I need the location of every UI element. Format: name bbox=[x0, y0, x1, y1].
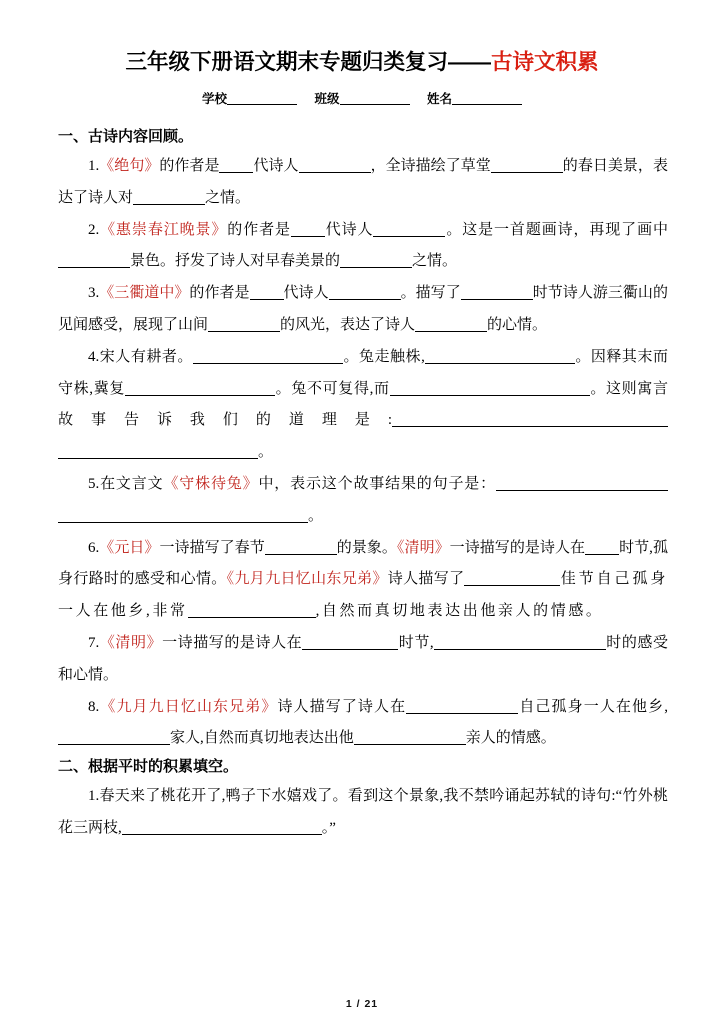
question-text: 时节诗人游三衢山的见闻感受，展现了山间 bbox=[58, 285, 668, 334]
identity-fields-row bbox=[0, 89, 724, 107]
section-heading-2: 二、根据平时的积累填空。 bbox=[58, 758, 239, 776]
question-text: 自己孤身一人在他乡, bbox=[518, 698, 668, 715]
page-footer bbox=[0, 998, 724, 1010]
question-text: 时节, bbox=[398, 635, 434, 651]
answer-blank[interactable] bbox=[58, 506, 308, 523]
question-text: 诗人描写了 bbox=[387, 571, 465, 588]
question-text: ,自然而真切地表达出他亲人的情感。 bbox=[315, 603, 604, 620]
answer-blank[interactable] bbox=[133, 188, 205, 205]
answer-blank[interactable] bbox=[188, 601, 316, 618]
question-item-1 bbox=[58, 151, 668, 215]
question-number: 2. bbox=[88, 221, 100, 238]
question-text: 。因释其末而守株,冀复 bbox=[58, 348, 668, 397]
question-item-6 bbox=[58, 533, 668, 628]
poem-title: 《绝句》 bbox=[99, 158, 160, 175]
question-text: 时节,孤身行路时的感受和心情。 bbox=[58, 539, 668, 588]
question-text: 诗人描写了诗人在 bbox=[277, 698, 407, 715]
question-item-s2-1 bbox=[58, 781, 668, 845]
question-text: 的心情。 bbox=[487, 317, 548, 334]
school-input-blank[interactable] bbox=[227, 104, 297, 105]
question-item-2 bbox=[58, 215, 668, 279]
question-text: 中，表示这个故事结果的句子是： bbox=[258, 476, 496, 493]
poem-title: 《九月九日忆山东兄弟》 bbox=[226, 571, 388, 588]
question-text: 一诗描写的是诗人在 bbox=[162, 635, 303, 651]
section-heading-1: 一、古诗内容回顾。 bbox=[58, 127, 194, 145]
question-text: 之情。 bbox=[205, 189, 251, 206]
question-text: 的作者是 bbox=[159, 158, 220, 175]
poem-title: 《元日》 bbox=[99, 539, 160, 556]
school-label: 学校 bbox=[201, 91, 227, 106]
poem-title: 《三衢道中》 bbox=[99, 285, 190, 302]
question-text: 代诗人 bbox=[253, 158, 299, 175]
question-text: 。描写了 bbox=[400, 285, 461, 302]
answer-blank[interactable] bbox=[302, 633, 398, 650]
question-text: 宋人有耕者。 bbox=[99, 348, 193, 365]
question-text: 的作者是 bbox=[227, 221, 291, 238]
answer-blank[interactable] bbox=[299, 156, 371, 173]
question-text: 。” bbox=[321, 820, 336, 837]
question-text: 。这是一首题画诗，再现了画中 bbox=[445, 221, 668, 238]
question-text: 春天来了桃花开了,鸭子下水嬉戏了。看到这个景象,我不禁吟诵起苏轼的诗句:“竹外桃花三两枝, bbox=[58, 788, 668, 837]
question-number: 4. bbox=[88, 348, 100, 365]
answer-blank[interactable] bbox=[390, 379, 590, 396]
answer-blank[interactable] bbox=[415, 315, 487, 332]
question-text: 的春日美景，表达了诗人对 bbox=[58, 158, 668, 206]
answer-blank[interactable] bbox=[58, 252, 130, 269]
question-text: 的风光，表达了诗人 bbox=[280, 317, 416, 334]
question-text: 家人,自然而真切地表达出他 bbox=[170, 730, 354, 747]
answer-blank[interactable] bbox=[373, 220, 445, 237]
answer-blank[interactable] bbox=[491, 156, 563, 173]
question-text: 时的感受和心情。 bbox=[58, 635, 668, 683]
class-field bbox=[314, 92, 409, 106]
answer-blank[interactable] bbox=[406, 697, 518, 714]
question-text: 之情。 bbox=[412, 253, 458, 270]
answer-blank[interactable] bbox=[58, 729, 170, 746]
name-input-blank[interactable] bbox=[452, 104, 522, 105]
answer-blank[interactable] bbox=[340, 252, 412, 269]
question-number: 1. bbox=[88, 158, 100, 175]
question-text: 的景象。 bbox=[336, 539, 397, 556]
class-input-blank[interactable] bbox=[340, 104, 410, 105]
class-label: 班级 bbox=[314, 91, 340, 106]
question-text: 。 bbox=[308, 507, 324, 524]
question-number: 8. bbox=[88, 698, 100, 715]
question-text: 在文言文 bbox=[99, 476, 164, 493]
question-text: 。兔不可复得,而 bbox=[275, 380, 390, 397]
question-number: 3. bbox=[88, 285, 100, 302]
question-text: 代诗人 bbox=[283, 285, 329, 302]
question-text: 代诗人 bbox=[324, 221, 374, 238]
question-item-7 bbox=[58, 628, 668, 692]
question-item-8 bbox=[58, 692, 668, 756]
question-item-4 bbox=[58, 342, 668, 469]
question-number: 6. bbox=[88, 539, 100, 556]
question-text: 一诗描写的是诗人在 bbox=[449, 539, 586, 556]
poem-title: 《清明》 bbox=[396, 539, 450, 556]
page-title bbox=[0, 0, 724, 76]
question-text: 一诗描写了春节 bbox=[159, 539, 265, 556]
answer-blank[interactable] bbox=[464, 570, 560, 587]
answer-blank[interactable] bbox=[585, 538, 619, 555]
question-text: 的作者是 bbox=[189, 285, 250, 302]
question-item-3 bbox=[58, 278, 668, 342]
answer-blank[interactable] bbox=[354, 729, 466, 746]
answer-blank[interactable] bbox=[219, 156, 253, 173]
answer-blank[interactable] bbox=[434, 633, 606, 650]
question-text: ，全诗描绘了草堂 bbox=[370, 158, 491, 175]
question-number: 1. bbox=[88, 788, 100, 805]
question-text: 佳节自己孤身一人在他乡,非常 bbox=[58, 571, 668, 620]
question-number: 7. bbox=[88, 635, 100, 651]
page-indicator: 1 / 21 bbox=[345, 998, 379, 1010]
question-text: 景色。抒发了诗人对早春美景的 bbox=[130, 253, 341, 270]
answer-blank[interactable] bbox=[208, 315, 280, 332]
answer-blank[interactable] bbox=[193, 347, 343, 364]
question-text: 。这则寓言故事告诉我们的道理是: bbox=[58, 380, 668, 429]
answer-blank[interactable] bbox=[250, 283, 284, 300]
poem-title: 《九月九日忆山东兄弟》 bbox=[99, 698, 278, 715]
poem-title: 《守株待兔》 bbox=[163, 476, 259, 493]
answer-blank[interactable] bbox=[425, 347, 575, 364]
question-text: 亲人的情感。 bbox=[465, 730, 556, 747]
answer-blank[interactable] bbox=[392, 411, 668, 428]
page-title-main: 三年级下册语文期末专题归类复习—— bbox=[125, 50, 491, 74]
exam-body bbox=[0, 125, 724, 845]
answer-blank[interactable] bbox=[122, 818, 322, 835]
answer-blank[interactable] bbox=[58, 442, 258, 459]
answer-blank[interactable] bbox=[125, 379, 275, 396]
school-field bbox=[202, 92, 297, 106]
page-title-accent: 古诗文积累 bbox=[491, 50, 599, 74]
poem-title: 《清明》 bbox=[99, 635, 163, 651]
answer-blank[interactable] bbox=[461, 283, 533, 300]
question-item-5 bbox=[58, 469, 668, 533]
answer-blank[interactable] bbox=[291, 220, 325, 237]
question-number: 5. bbox=[88, 476, 100, 493]
answer-blank[interactable] bbox=[329, 283, 401, 300]
answer-blank[interactable] bbox=[496, 474, 668, 491]
question-text: 。兔走触株, bbox=[342, 348, 425, 365]
question-text: 。 bbox=[258, 444, 274, 461]
name-field bbox=[427, 92, 522, 106]
name-label: 姓名 bbox=[426, 91, 452, 106]
answer-blank[interactable] bbox=[265, 538, 337, 555]
poem-title: 《惠崇春江晚景》 bbox=[99, 221, 228, 238]
